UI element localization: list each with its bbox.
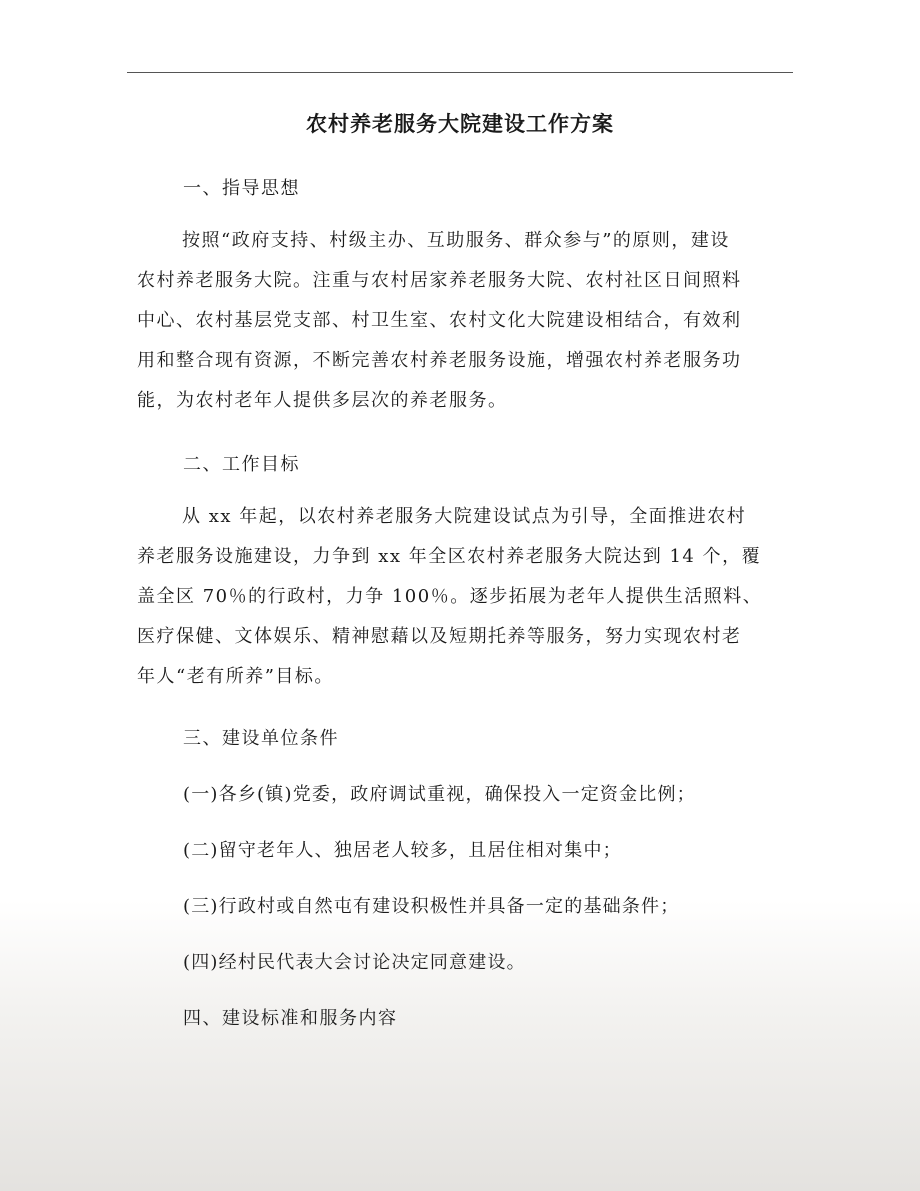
paragraph-line: 养老服务设施建设，力争到 xx 年全区农村养老服务大院达到 14 个，覆: [137, 546, 762, 567]
paragraph-line: 农村养老服务大院。注重与农村居家养老服务大院、农村社区日间照料: [137, 270, 742, 291]
paragraph-line: 盖全区 70％的行政村，力争 100％。逐步拓展为老年人提供生活照料、: [137, 586, 763, 607]
paragraph-line: 按照“政府支持、村级主办、互助服务、群众参与”的原则，建设: [182, 230, 730, 251]
section-heading-standards-services: 四、建设标准和服务内容: [183, 1008, 398, 1029]
section-heading-unit-conditions: 三、建设单位条件: [183, 728, 339, 749]
section-paragraph-work-goals: [137, 497, 797, 697]
section-heading-work-goals: 二、工作目标: [183, 454, 300, 475]
paragraph-line: 从 xx 年起，以农村养老服务大院建设试点为引导，全面推进农村: [182, 506, 747, 527]
header-rule: [127, 72, 793, 73]
document-title: 农村养老服务大院建设工作方案: [306, 111, 614, 136]
section-paragraph-guiding-ideology: [137, 221, 797, 421]
paragraph-line: 年人“老有所养”目标。: [137, 666, 334, 687]
paragraph-line: 能，为农村老年人提供多层次的养老服务。: [137, 390, 508, 411]
condition-item-2: (二)留守老年人、独居老人较多，且居住相对集中；: [183, 840, 622, 861]
paragraph-line: 医疗保健、文体娱乐、精神慰藉以及短期托养等服务，努力实现农村老: [137, 626, 742, 647]
paragraph-line: 用和整合现有资源，不断完善农村养老服务设施，增强农村养老服务功: [137, 350, 742, 371]
section-heading-guiding-ideology: 一、指导思想: [183, 178, 300, 199]
condition-item-4: (四)经村民代表大会讨论决定同意建设。: [183, 952, 526, 973]
condition-item-1: (一)各乡(镇)党委，政府调试重视，确保投入一定资金比例；: [183, 784, 696, 805]
paragraph-line: 中心、农村基层党支部、村卫生室、农村文化大院建设相结合，有效利: [137, 310, 742, 331]
condition-item-3: (三)行政村或自然屯有建设积极性并具备一定的基础条件；: [183, 896, 680, 917]
